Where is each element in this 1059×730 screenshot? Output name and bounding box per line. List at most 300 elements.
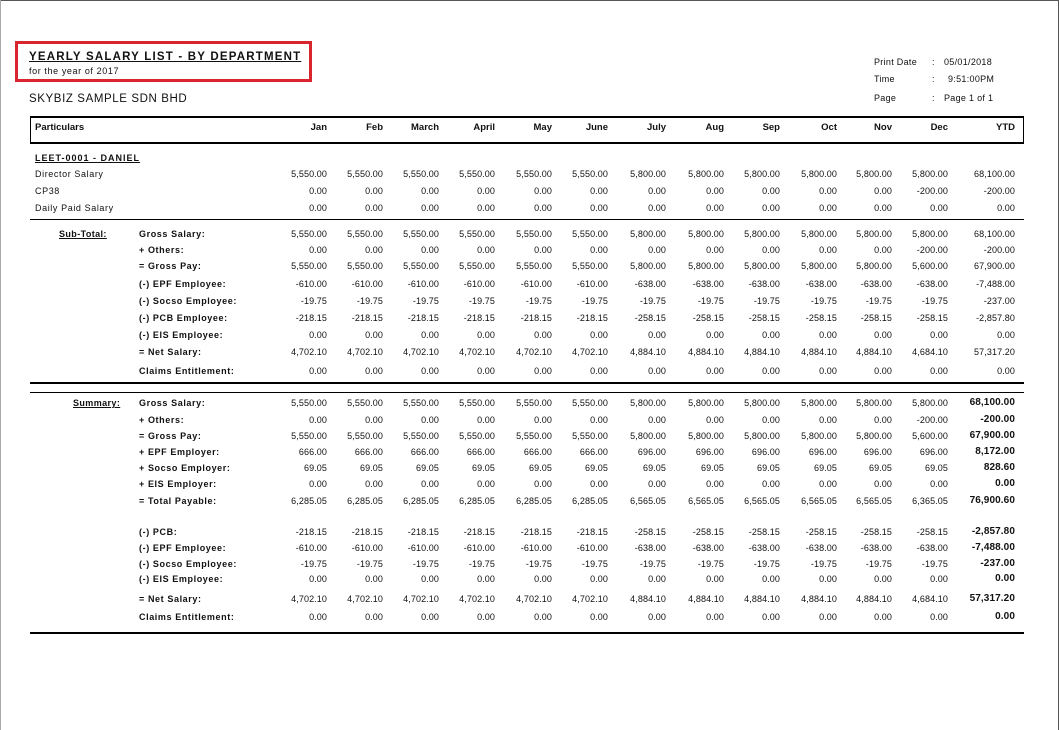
- cell-month: -218.15: [295, 313, 327, 323]
- cell-month: 6,565.05: [630, 496, 666, 506]
- cell-month: 5,550.00: [291, 169, 327, 179]
- cell-month: 0.00: [309, 479, 327, 489]
- cell-month: 696.00: [695, 447, 724, 457]
- row-label: (-) EPF Employee:: [139, 279, 227, 289]
- page-border-top: [0, 0, 1059, 1]
- cell-month: 0.00: [930, 574, 948, 584]
- cell-month: -610.00: [576, 279, 608, 289]
- divider-line: [30, 219, 1024, 220]
- cell-ytd: -2,857.80: [971, 526, 1015, 537]
- cell-month: 0.00: [648, 245, 666, 255]
- cell-month: 5,600.00: [912, 431, 948, 441]
- cell-month: -19.75: [865, 296, 892, 306]
- cell-month: 4,702.10: [403, 347, 439, 357]
- cell-month: 0.00: [819, 479, 837, 489]
- cell-month: -610.00: [351, 279, 383, 289]
- column-header-sep: Sep: [762, 122, 780, 133]
- cell-month: -258.15: [748, 313, 780, 323]
- cell-month: 0.00: [421, 574, 439, 584]
- cell-month: 5,800.00: [912, 169, 948, 179]
- cell-month: 0.00: [365, 186, 383, 196]
- cell-month: -258.15: [916, 527, 948, 537]
- cell-month: 0.00: [365, 203, 383, 213]
- cell-month: 5,550.00: [291, 229, 327, 239]
- cell-month: 0.00: [421, 479, 439, 489]
- cell-month: 0.00: [874, 574, 892, 584]
- column-header-aug: Aug: [705, 122, 724, 133]
- cell-month: 0.00: [819, 415, 837, 425]
- cell-month: -19.75: [468, 559, 495, 569]
- cell-ytd: -200.00: [983, 245, 1015, 255]
- cell-month: -19.75: [412, 296, 439, 306]
- cell-ytd: 8,172.00: [975, 446, 1015, 457]
- cell-month: -19.75: [921, 559, 948, 569]
- cell-month: 0.00: [874, 245, 892, 255]
- cell-month: 0.00: [365, 612, 383, 622]
- cell-month: -218.15: [463, 527, 495, 537]
- cell-month: -610.00: [295, 279, 327, 289]
- cell-month: 0.00: [706, 186, 724, 196]
- cell-month: -610.00: [463, 543, 495, 553]
- column-header-march: March: [411, 122, 439, 133]
- cell-month: 0.00: [648, 203, 666, 213]
- cell-month: 0.00: [648, 574, 666, 584]
- cell-month: 0.00: [309, 245, 327, 255]
- cell-ytd: 68,100.00: [974, 169, 1015, 179]
- cell-month: 0.00: [365, 479, 383, 489]
- cell-month: -200.00: [916, 186, 948, 196]
- cell-month: 0.00: [706, 479, 724, 489]
- cell-month: 5,800.00: [744, 431, 780, 441]
- cell-month: 0.00: [762, 203, 780, 213]
- cell-ytd: 57,317.20: [974, 347, 1015, 357]
- cell-month: -19.75: [468, 296, 495, 306]
- cell-month: 4,702.10: [291, 347, 327, 357]
- cell-month: 4,684.10: [912, 594, 948, 604]
- cell-month: 4,884.10: [630, 594, 666, 604]
- row-label: (-) EIS Employee:: [139, 574, 224, 584]
- cell-month: 4,702.10: [572, 347, 608, 357]
- row-label: Gross Salary:: [139, 398, 206, 408]
- cell-month: 696.00: [863, 447, 892, 457]
- cell-month: -19.75: [753, 296, 780, 306]
- cell-month: 4,884.10: [688, 347, 724, 357]
- cell-month: -19.75: [412, 559, 439, 569]
- cell-month: 0.00: [930, 330, 948, 340]
- cell-month: 5,550.00: [291, 431, 327, 441]
- cell-month: 5,800.00: [744, 398, 780, 408]
- cell-month: 0.00: [590, 330, 608, 340]
- cell-month: 0.00: [819, 574, 837, 584]
- row-label: = Gross Pay:: [139, 431, 202, 441]
- row-label: + EIS Employer:: [139, 479, 217, 489]
- cell-month: 0.00: [365, 574, 383, 584]
- cell-month: -200.00: [916, 245, 948, 255]
- cell-month: 5,800.00: [856, 229, 892, 239]
- cell-ytd: -7,488.00: [976, 279, 1015, 289]
- cell-month: 4,884.10: [744, 347, 780, 357]
- cell-month: 5,800.00: [856, 431, 892, 441]
- cell-month: 4,702.10: [403, 594, 439, 604]
- cell-month: 69.05: [756, 463, 780, 473]
- cell-month: 69.05: [415, 463, 439, 473]
- cell-month: 4,884.10: [744, 594, 780, 604]
- cell-month: 4,884.10: [688, 594, 724, 604]
- cell-month: -19.75: [525, 296, 552, 306]
- cell-month: 0.00: [365, 415, 383, 425]
- cell-month: 5,800.00: [688, 398, 724, 408]
- cell-month: -638.00: [805, 543, 837, 553]
- cell-month: 69.05: [700, 463, 724, 473]
- cell-month: 0.00: [762, 415, 780, 425]
- cell-month: 69.05: [924, 463, 948, 473]
- cell-month: 0.00: [762, 186, 780, 196]
- cell-month: -258.15: [805, 527, 837, 537]
- cell-month: 0.00: [477, 479, 495, 489]
- company-name: SKYBIZ SAMPLE SDN BHD: [29, 93, 188, 105]
- cell-month: -610.00: [520, 543, 552, 553]
- cell-month: 4,884.10: [630, 347, 666, 357]
- cell-month: 696.00: [808, 447, 837, 457]
- cell-month: -218.15: [576, 313, 608, 323]
- cell-ytd: 0.00: [995, 611, 1015, 622]
- cell-month: 0.00: [819, 330, 837, 340]
- cell-month: 69.05: [471, 463, 495, 473]
- cell-month: 6,565.05: [856, 496, 892, 506]
- cell-month: 0.00: [365, 245, 383, 255]
- cell-month: -258.15: [805, 313, 837, 323]
- cell-month: 0.00: [874, 366, 892, 376]
- cell-month: 4,702.10: [347, 347, 383, 357]
- cell-month: 5,800.00: [744, 169, 780, 179]
- cell-month: 0.00: [648, 612, 666, 622]
- cell-month: 5,800.00: [912, 229, 948, 239]
- row-label: Gross Salary:: [139, 229, 206, 239]
- cell-ytd: 0.00: [997, 366, 1015, 376]
- cell-month: 5,550.00: [347, 431, 383, 441]
- cell-month: 0.00: [590, 479, 608, 489]
- cell-month: 0.00: [819, 203, 837, 213]
- row-label: Daily Paid Salary: [35, 203, 114, 213]
- cell-month: 0.00: [874, 330, 892, 340]
- cell-month: 0.00: [477, 415, 495, 425]
- cell-month: -19.75: [639, 296, 666, 306]
- cell-month: 666.00: [410, 447, 439, 457]
- cell-month: -19.75: [810, 559, 837, 569]
- cell-month: 5,800.00: [856, 169, 892, 179]
- column-header-may: May: [533, 122, 552, 133]
- summary-section-label: Summary:: [73, 398, 121, 408]
- page-border-left: [0, 0, 1, 730]
- cell-month: 5,800.00: [688, 169, 724, 179]
- cell-ytd: 828.60: [983, 462, 1015, 473]
- cell-month: 5,800.00: [688, 261, 724, 271]
- page-value: Page 1 of 1: [944, 93, 994, 103]
- cell-month: -638.00: [692, 543, 724, 553]
- row-label: + EPF Employer:: [139, 447, 220, 457]
- cell-month: 0.00: [309, 186, 327, 196]
- cell-month: 5,550.00: [572, 229, 608, 239]
- row-label: (-) EIS Employee:: [139, 330, 224, 340]
- cell-month: 5,550.00: [347, 261, 383, 271]
- cell-ytd: 67,900.00: [974, 261, 1015, 271]
- cell-month: 0.00: [309, 330, 327, 340]
- cell-month: 4,702.10: [347, 594, 383, 604]
- cell-month: 5,800.00: [801, 229, 837, 239]
- cell-month: 0.00: [590, 245, 608, 255]
- cell-month: 5,550.00: [403, 169, 439, 179]
- cell-month: 0.00: [762, 612, 780, 622]
- cell-month: -218.15: [407, 527, 439, 537]
- time-value: 9:51:00PM: [948, 74, 995, 84]
- cell-month: 5,800.00: [744, 229, 780, 239]
- column-header-nov: Nov: [874, 122, 892, 133]
- cell-month: 5,550.00: [403, 398, 439, 408]
- cell-month: -218.15: [520, 313, 552, 323]
- cell-month: 0.00: [874, 479, 892, 489]
- cell-month: 5,550.00: [291, 398, 327, 408]
- cell-ytd: 0.00: [995, 478, 1015, 489]
- cell-month: 4,684.10: [912, 347, 948, 357]
- cell-month: 0.00: [762, 330, 780, 340]
- cell-ytd: -237.00: [980, 558, 1015, 569]
- cell-month: 69.05: [642, 463, 666, 473]
- cell-month: 0.00: [534, 366, 552, 376]
- cell-month: 0.00: [930, 612, 948, 622]
- cell-month: 4,702.10: [459, 347, 495, 357]
- cell-month: -19.75: [810, 296, 837, 306]
- cell-month: 0.00: [762, 479, 780, 489]
- cell-month: -19.75: [697, 296, 724, 306]
- cell-month: 5,550.00: [516, 169, 552, 179]
- cell-month: 0.00: [706, 245, 724, 255]
- cell-month: 5,550.00: [403, 431, 439, 441]
- cell-month: -638.00: [634, 543, 666, 553]
- cell-month: 4,702.10: [572, 594, 608, 604]
- meta-colon: :: [932, 93, 935, 103]
- row-label: (-) PCB:: [139, 527, 178, 537]
- column-header-july: July: [646, 122, 666, 133]
- cell-month: 5,550.00: [572, 398, 608, 408]
- cell-month: 0.00: [421, 330, 439, 340]
- cell-month: 0.00: [477, 186, 495, 196]
- cell-month: 0.00: [819, 186, 837, 196]
- cell-month: 5,800.00: [688, 229, 724, 239]
- cell-month: 5,550.00: [572, 169, 608, 179]
- cell-month: 0.00: [590, 203, 608, 213]
- print-date-value: 05/01/2018: [944, 57, 993, 67]
- cell-month: 0.00: [762, 574, 780, 584]
- cell-ytd: 67,900.00: [969, 430, 1015, 441]
- row-label: + Others:: [139, 415, 185, 425]
- cell-month: -258.15: [692, 313, 724, 323]
- cell-month: 6,565.05: [744, 496, 780, 506]
- cell-month: 0.00: [534, 574, 552, 584]
- cell-month: 696.00: [637, 447, 666, 457]
- cell-month: 0.00: [706, 330, 724, 340]
- column-header-particulars: Particulars: [35, 122, 85, 133]
- column-header-feb: Feb: [366, 122, 383, 133]
- cell-month: 0.00: [648, 479, 666, 489]
- cell-month: 5,550.00: [403, 229, 439, 239]
- cell-month: 0.00: [762, 245, 780, 255]
- cell-month: 69.05: [813, 463, 837, 473]
- row-label: (-) EPF Employee:: [139, 543, 227, 553]
- cell-month: 5,800.00: [630, 169, 666, 179]
- cell-month: -218.15: [407, 313, 439, 323]
- cell-month: -258.15: [916, 313, 948, 323]
- cell-ytd: -200.00: [980, 414, 1015, 425]
- column-header-dec: Dec: [930, 122, 948, 133]
- cell-month: 6,285.05: [572, 496, 608, 506]
- cell-month: 5,800.00: [801, 398, 837, 408]
- cell-month: 69.05: [584, 463, 608, 473]
- cell-month: 0.00: [706, 574, 724, 584]
- cell-month: -200.00: [916, 415, 948, 425]
- page-label: Page: [874, 93, 897, 103]
- cell-month: 4,702.10: [291, 594, 327, 604]
- row-label: + Socso Employer:: [139, 463, 231, 473]
- cell-month: -638.00: [748, 279, 780, 289]
- cell-month: 0.00: [590, 186, 608, 196]
- cell-month: 69.05: [303, 463, 327, 473]
- cell-month: 5,550.00: [516, 398, 552, 408]
- cell-month: 6,565.05: [688, 496, 724, 506]
- row-label: = Net Salary:: [139, 594, 202, 604]
- cell-month: 0.00: [930, 366, 948, 376]
- column-header-april: April: [473, 122, 495, 133]
- cell-month: 0.00: [590, 366, 608, 376]
- cell-month: -19.75: [581, 296, 608, 306]
- cell-month: 0.00: [477, 366, 495, 376]
- cell-month: -258.15: [634, 527, 666, 537]
- cell-month: 0.00: [421, 186, 439, 196]
- row-label: = Total Payable:: [139, 496, 217, 506]
- column-header-june: June: [585, 122, 608, 133]
- row-label: + Others:: [139, 245, 185, 255]
- cell-month: -19.75: [356, 559, 383, 569]
- cell-month: -610.00: [295, 543, 327, 553]
- cell-month: 5,550.00: [459, 261, 495, 271]
- cell-month: 69.05: [359, 463, 383, 473]
- cell-month: -19.75: [639, 559, 666, 569]
- row-label: (-) Socso Employee:: [139, 296, 237, 306]
- cell-ytd: -200.00: [983, 186, 1015, 196]
- cell-month: 0.00: [309, 612, 327, 622]
- cell-month: 0.00: [365, 330, 383, 340]
- cell-ytd: 68,100.00: [969, 397, 1015, 408]
- cell-month: 5,550.00: [347, 169, 383, 179]
- cell-month: 4,884.10: [856, 347, 892, 357]
- cell-month: 69.05: [528, 463, 552, 473]
- print-date-label: Print Date: [874, 57, 918, 67]
- cell-ytd: 0.00: [997, 330, 1015, 340]
- cell-month: -19.75: [356, 296, 383, 306]
- cell-month: 0.00: [590, 415, 608, 425]
- cell-month: -258.15: [748, 527, 780, 537]
- cell-month: -19.75: [865, 559, 892, 569]
- row-label: (-) Socso Employee:: [139, 559, 237, 569]
- cell-month: 6,285.05: [516, 496, 552, 506]
- cell-month: 0.00: [421, 612, 439, 622]
- cell-ytd: 68,100.00: [974, 229, 1015, 239]
- cell-month: 0.00: [930, 479, 948, 489]
- cell-month: 5,800.00: [801, 261, 837, 271]
- cell-month: -218.15: [463, 313, 495, 323]
- report-subtitle: for the year of 2017: [29, 66, 120, 76]
- cell-month: 5,550.00: [459, 398, 495, 408]
- cell-month: 69.05: [868, 463, 892, 473]
- meta-colon: :: [932, 74, 935, 84]
- cell-month: 6,285.05: [459, 496, 495, 506]
- cell-month: 6,365.05: [912, 496, 948, 506]
- cell-month: 0.00: [309, 203, 327, 213]
- cell-month: 0.00: [534, 245, 552, 255]
- cell-month: 0.00: [421, 245, 439, 255]
- row-label: Claims Entitlement:: [139, 612, 235, 622]
- cell-month: -610.00: [407, 279, 439, 289]
- cell-ytd: 0.00: [997, 203, 1015, 213]
- cell-month: 5,800.00: [912, 398, 948, 408]
- meta-colon: :: [932, 57, 935, 67]
- cell-month: -638.00: [916, 543, 948, 553]
- cell-month: -638.00: [748, 543, 780, 553]
- cell-month: 666.00: [466, 447, 495, 457]
- cell-month: 0.00: [477, 330, 495, 340]
- cell-month: 5,800.00: [688, 431, 724, 441]
- cell-month: -218.15: [295, 527, 327, 537]
- cell-month: -638.00: [860, 543, 892, 553]
- cell-month: 0.00: [534, 203, 552, 213]
- cell-ytd: -237.00: [983, 296, 1015, 306]
- cell-month: -218.15: [520, 527, 552, 537]
- cell-month: -638.00: [805, 279, 837, 289]
- cell-month: 5,550.00: [516, 229, 552, 239]
- cell-month: 4,884.10: [801, 594, 837, 604]
- cell-month: 0.00: [309, 574, 327, 584]
- cell-month: 0.00: [534, 479, 552, 489]
- cell-month: 5,600.00: [912, 261, 948, 271]
- cell-month: 0.00: [365, 366, 383, 376]
- cell-ytd: 57,317.20: [969, 593, 1015, 604]
- cell-month: -19.75: [753, 559, 780, 569]
- cell-month: -638.00: [692, 279, 724, 289]
- cell-month: -218.15: [351, 313, 383, 323]
- cell-month: 4,884.10: [801, 347, 837, 357]
- cell-month: -638.00: [916, 279, 948, 289]
- time-label: Time: [874, 74, 895, 84]
- cell-month: 6,285.05: [291, 496, 327, 506]
- cell-month: -610.00: [576, 543, 608, 553]
- column-header-oct: Oct: [821, 122, 837, 133]
- cell-month: -258.15: [692, 527, 724, 537]
- cell-month: 666.00: [298, 447, 327, 457]
- report-title: YEARLY SALARY LIST - BY DEPARTMENT: [29, 51, 302, 63]
- cell-month: -258.15: [860, 527, 892, 537]
- row-label: (-) PCB Employee:: [139, 313, 228, 323]
- divider-line: [30, 392, 1024, 393]
- cell-month: 0.00: [762, 366, 780, 376]
- row-label: Claims Entitlement:: [139, 366, 235, 376]
- divider-line: [30, 382, 1024, 384]
- cell-month: -218.15: [351, 527, 383, 537]
- column-header-jan: Jan: [310, 122, 327, 133]
- cell-month: 666.00: [354, 447, 383, 457]
- cell-month: 5,550.00: [516, 431, 552, 441]
- cell-month: 666.00: [579, 447, 608, 457]
- cell-month: 0.00: [874, 203, 892, 213]
- cell-month: 5,800.00: [630, 261, 666, 271]
